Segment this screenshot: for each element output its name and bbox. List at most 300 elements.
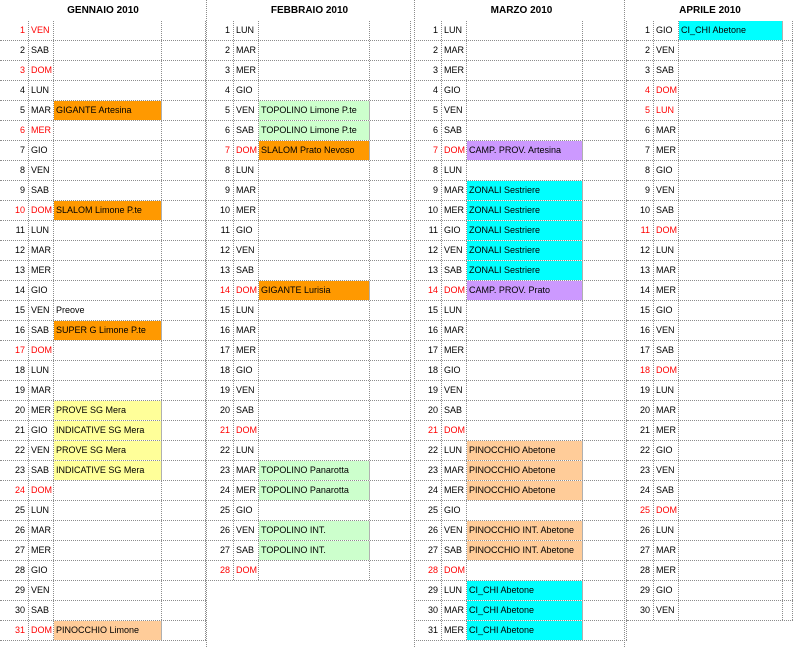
event-cell[interactable] [679, 181, 783, 200]
day-row[interactable] [0, 481, 206, 501]
day-row[interactable] [208, 521, 411, 541]
extra-cell[interactable] [162, 261, 206, 280]
event-cell[interactable] [467, 41, 583, 60]
day-row[interactable] [627, 101, 793, 121]
event-cell[interactable]: CI_CHI Abetone [679, 21, 783, 40]
extra-cell[interactable] [370, 361, 411, 380]
extra-cell[interactable] [370, 81, 411, 100]
day-row[interactable] [0, 561, 206, 581]
extra-cell[interactable] [162, 421, 206, 440]
event-cell[interactable]: TOPOLINO Panarotta [259, 481, 370, 500]
day-row[interactable] [627, 321, 793, 341]
day-row[interactable] [208, 341, 411, 361]
event-cell[interactable]: CI_CHI Abetone [467, 581, 583, 600]
day-row[interactable] [208, 281, 411, 301]
day-row[interactable] [627, 181, 793, 201]
extra-cell[interactable] [783, 381, 793, 400]
event-cell[interactable] [259, 241, 370, 260]
day-row[interactable] [0, 281, 206, 301]
event-cell[interactable]: PROVE SG Mera [54, 441, 162, 460]
extra-cell[interactable] [583, 41, 627, 60]
extra-cell[interactable] [783, 521, 793, 540]
extra-cell[interactable] [162, 21, 206, 40]
event-cell[interactable] [54, 541, 162, 560]
day-row[interactable] [627, 221, 793, 241]
day-row[interactable] [0, 221, 206, 241]
extra-cell[interactable] [783, 401, 793, 420]
extra-cell[interactable] [370, 321, 411, 340]
event-cell[interactable]: PINOCCHIO Abetone [467, 441, 583, 460]
extra-cell[interactable] [783, 501, 793, 520]
event-cell[interactable] [54, 261, 162, 280]
event-cell[interactable] [679, 281, 783, 300]
extra-cell[interactable] [370, 521, 411, 540]
day-row[interactable] [208, 41, 411, 61]
extra-cell[interactable] [162, 141, 206, 160]
extra-cell[interactable] [370, 21, 411, 40]
event-cell[interactable] [467, 381, 583, 400]
event-cell[interactable]: PINOCCHIO Abetone [467, 481, 583, 500]
extra-cell[interactable] [370, 341, 411, 360]
day-row[interactable] [416, 321, 627, 341]
extra-cell[interactable] [162, 181, 206, 200]
day-row[interactable] [416, 101, 627, 121]
extra-cell[interactable] [162, 561, 206, 580]
extra-cell[interactable] [783, 61, 793, 80]
event-cell[interactable] [54, 361, 162, 380]
extra-cell[interactable] [583, 161, 627, 180]
event-cell[interactable] [679, 201, 783, 220]
extra-cell[interactable] [783, 421, 793, 440]
event-cell[interactable] [259, 21, 370, 40]
extra-cell[interactable] [370, 401, 411, 420]
event-cell[interactable]: SLALOM Prato Nevoso [259, 141, 370, 160]
day-row[interactable] [0, 601, 206, 621]
extra-cell[interactable] [783, 441, 793, 460]
day-row[interactable] [0, 141, 206, 161]
event-cell[interactable] [54, 481, 162, 500]
event-cell[interactable]: ZONALI Sestriere [467, 221, 583, 240]
day-row[interactable] [208, 261, 411, 281]
event-cell[interactable] [259, 401, 370, 420]
day-row[interactable] [208, 541, 411, 561]
day-row[interactable] [416, 301, 627, 321]
event-cell[interactable] [54, 221, 162, 240]
extra-cell[interactable] [370, 121, 411, 140]
day-row[interactable] [627, 581, 793, 601]
day-row[interactable] [416, 401, 627, 421]
day-row[interactable] [208, 561, 411, 581]
day-row[interactable] [0, 121, 206, 141]
day-row[interactable] [416, 521, 627, 541]
extra-cell[interactable] [583, 561, 627, 580]
day-row[interactable] [0, 581, 206, 601]
day-row[interactable] [627, 441, 793, 461]
extra-cell[interactable] [783, 561, 793, 580]
event-cell[interactable] [54, 161, 162, 180]
event-cell[interactable]: ZONALI Sestriere [467, 181, 583, 200]
extra-cell[interactable] [583, 361, 627, 380]
extra-cell[interactable] [583, 201, 627, 220]
extra-cell[interactable] [162, 581, 206, 600]
day-row[interactable] [208, 81, 411, 101]
event-cell[interactable] [679, 381, 783, 400]
day-row[interactable] [627, 521, 793, 541]
day-row[interactable] [208, 421, 411, 441]
extra-cell[interactable] [783, 241, 793, 260]
event-cell[interactable] [467, 321, 583, 340]
extra-cell[interactable] [370, 261, 411, 280]
day-row[interactable] [416, 221, 627, 241]
day-row[interactable] [0, 41, 206, 61]
extra-cell[interactable] [783, 161, 793, 180]
extra-cell[interactable] [783, 21, 793, 40]
day-row[interactable] [0, 341, 206, 361]
event-cell[interactable] [259, 261, 370, 280]
extra-cell[interactable] [162, 101, 206, 120]
event-cell[interactable]: TOPOLINO Limone P.te [259, 101, 370, 120]
event-cell[interactable] [259, 221, 370, 240]
event-cell[interactable] [679, 561, 783, 580]
event-cell[interactable] [679, 321, 783, 340]
extra-cell[interactable] [583, 241, 627, 260]
event-cell[interactable] [259, 561, 370, 580]
event-cell[interactable]: TOPOLINO Panarotta [259, 461, 370, 480]
day-row[interactable] [0, 161, 206, 181]
extra-cell[interactable] [783, 541, 793, 560]
event-cell[interactable] [679, 361, 783, 380]
event-cell[interactable]: SUPER G Limone P.te [54, 321, 162, 340]
day-row[interactable] [416, 161, 627, 181]
day-row[interactable] [0, 401, 206, 421]
day-row[interactable] [0, 541, 206, 561]
event-cell[interactable] [467, 401, 583, 420]
extra-cell[interactable] [162, 161, 206, 180]
extra-cell[interactable] [583, 461, 627, 480]
event-cell[interactable]: CI_CHI Abetone [467, 621, 583, 640]
event-cell[interactable] [679, 301, 783, 320]
event-cell[interactable] [679, 241, 783, 260]
extra-cell[interactable] [370, 281, 411, 300]
day-row[interactable] [416, 361, 627, 381]
day-row[interactable] [208, 381, 411, 401]
day-row[interactable] [0, 241, 206, 261]
event-cell[interactable] [259, 501, 370, 520]
extra-cell[interactable] [783, 321, 793, 340]
event-cell[interactable] [679, 601, 783, 620]
event-cell[interactable] [54, 561, 162, 580]
event-cell[interactable] [259, 361, 370, 380]
extra-cell[interactable] [162, 381, 206, 400]
day-row[interactable] [416, 201, 627, 221]
day-row[interactable] [208, 181, 411, 201]
event-cell[interactable] [54, 81, 162, 100]
extra-cell[interactable] [162, 461, 206, 480]
event-cell[interactable]: PROVE SG Mera [54, 401, 162, 420]
event-cell[interactable] [54, 141, 162, 160]
event-cell[interactable] [467, 421, 583, 440]
event-cell[interactable] [679, 81, 783, 100]
day-row[interactable] [416, 241, 627, 261]
extra-cell[interactable] [370, 461, 411, 480]
day-row[interactable] [0, 101, 206, 121]
day-row[interactable] [416, 121, 627, 141]
extra-cell[interactable] [162, 401, 206, 420]
event-cell[interactable]: TOPOLINO INT. [259, 541, 370, 560]
extra-cell[interactable] [162, 121, 206, 140]
day-row[interactable] [208, 441, 411, 461]
day-row[interactable] [416, 381, 627, 401]
extra-cell[interactable] [583, 381, 627, 400]
event-cell[interactable] [467, 501, 583, 520]
event-cell[interactable] [54, 521, 162, 540]
extra-cell[interactable] [783, 221, 793, 240]
event-cell[interactable] [467, 301, 583, 320]
extra-cell[interactable] [783, 481, 793, 500]
day-row[interactable] [416, 341, 627, 361]
extra-cell[interactable] [783, 341, 793, 360]
extra-cell[interactable] [783, 301, 793, 320]
event-cell[interactable]: PINOCCHIO Abetone [467, 461, 583, 480]
day-row[interactable] [416, 481, 627, 501]
day-row[interactable] [416, 261, 627, 281]
extra-cell[interactable] [583, 221, 627, 240]
event-cell[interactable] [679, 121, 783, 140]
extra-cell[interactable] [162, 241, 206, 260]
day-row[interactable] [208, 21, 411, 41]
day-row[interactable] [0, 621, 206, 641]
extra-cell[interactable] [583, 581, 627, 600]
day-row[interactable] [627, 41, 793, 61]
extra-cell[interactable] [370, 161, 411, 180]
day-row[interactable] [0, 61, 206, 81]
day-row[interactable] [208, 361, 411, 381]
event-cell[interactable] [54, 181, 162, 200]
event-cell[interactable] [679, 421, 783, 440]
event-cell[interactable] [54, 41, 162, 60]
event-cell[interactable]: CAMP. PROV. Artesina [467, 141, 583, 160]
day-row[interactable] [416, 41, 627, 61]
extra-cell[interactable] [370, 181, 411, 200]
extra-cell[interactable] [583, 541, 627, 560]
day-row[interactable] [627, 541, 793, 561]
day-row[interactable] [0, 181, 206, 201]
event-cell[interactable]: ZONALI Sestriere [467, 241, 583, 260]
event-cell[interactable] [259, 321, 370, 340]
event-cell[interactable]: TOPOLINO INT. [259, 521, 370, 540]
extra-cell[interactable] [583, 61, 627, 80]
day-row[interactable] [627, 281, 793, 301]
event-cell[interactable] [679, 541, 783, 560]
extra-cell[interactable] [783, 601, 793, 620]
extra-cell[interactable] [783, 101, 793, 120]
day-row[interactable] [0, 301, 206, 321]
day-row[interactable] [627, 261, 793, 281]
day-row[interactable] [416, 461, 627, 481]
day-row[interactable] [0, 501, 206, 521]
extra-cell[interactable] [583, 261, 627, 280]
extra-cell[interactable] [783, 141, 793, 160]
day-row[interactable] [627, 341, 793, 361]
day-row[interactable] [627, 21, 793, 41]
event-cell[interactable]: TOPOLINO Limone P.te [259, 121, 370, 140]
day-row[interactable] [208, 61, 411, 81]
event-cell[interactable] [259, 341, 370, 360]
extra-cell[interactable] [583, 481, 627, 500]
extra-cell[interactable] [162, 81, 206, 100]
day-row[interactable] [0, 321, 206, 341]
day-row[interactable] [208, 241, 411, 261]
extra-cell[interactable] [583, 21, 627, 40]
event-cell[interactable]: ZONALI Sestriere [467, 201, 583, 220]
day-row[interactable] [627, 241, 793, 261]
extra-cell[interactable] [583, 441, 627, 460]
extra-cell[interactable] [162, 501, 206, 520]
event-cell[interactable] [259, 421, 370, 440]
day-row[interactable] [627, 301, 793, 321]
extra-cell[interactable] [583, 521, 627, 540]
day-row[interactable] [416, 61, 627, 81]
day-row[interactable] [0, 521, 206, 541]
event-cell[interactable] [259, 61, 370, 80]
extra-cell[interactable] [583, 341, 627, 360]
event-cell[interactable] [467, 121, 583, 140]
event-cell[interactable] [679, 41, 783, 60]
extra-cell[interactable] [583, 601, 627, 620]
day-row[interactable] [208, 101, 411, 121]
day-row[interactable] [416, 421, 627, 441]
day-row[interactable] [208, 501, 411, 521]
day-row[interactable] [208, 461, 411, 481]
day-row[interactable] [627, 61, 793, 81]
extra-cell[interactable] [162, 621, 206, 640]
extra-cell[interactable] [162, 41, 206, 60]
day-row[interactable] [0, 441, 206, 461]
event-cell[interactable] [467, 61, 583, 80]
extra-cell[interactable] [370, 481, 411, 500]
day-row[interactable] [627, 561, 793, 581]
extra-cell[interactable] [583, 401, 627, 420]
day-row[interactable] [627, 501, 793, 521]
day-row[interactable] [0, 81, 206, 101]
extra-cell[interactable] [783, 41, 793, 60]
extra-cell[interactable] [370, 101, 411, 120]
extra-cell[interactable] [370, 381, 411, 400]
extra-cell[interactable] [162, 221, 206, 240]
event-cell[interactable]: INDICATIVE SG Mera [54, 461, 162, 480]
day-row[interactable] [627, 361, 793, 381]
event-cell[interactable]: GIGANTE Lurisia [259, 281, 370, 300]
day-row[interactable] [627, 401, 793, 421]
extra-cell[interactable] [783, 81, 793, 100]
day-row[interactable] [0, 21, 206, 41]
day-row[interactable] [627, 121, 793, 141]
event-cell[interactable] [259, 201, 370, 220]
event-cell[interactable]: CAMP. PROV. Prato [467, 281, 583, 300]
extra-cell[interactable] [370, 61, 411, 80]
event-cell[interactable] [679, 341, 783, 360]
extra-cell[interactable] [783, 181, 793, 200]
event-cell[interactable] [54, 581, 162, 600]
day-row[interactable] [416, 441, 627, 461]
extra-cell[interactable] [783, 281, 793, 300]
event-cell[interactable] [679, 161, 783, 180]
extra-cell[interactable] [583, 81, 627, 100]
day-row[interactable] [208, 481, 411, 501]
day-row[interactable] [0, 421, 206, 441]
extra-cell[interactable] [162, 201, 206, 220]
event-cell[interactable] [54, 341, 162, 360]
extra-cell[interactable] [583, 321, 627, 340]
day-row[interactable] [627, 461, 793, 481]
extra-cell[interactable] [370, 501, 411, 520]
day-row[interactable] [208, 141, 411, 161]
event-cell[interactable] [679, 101, 783, 120]
extra-cell[interactable] [583, 101, 627, 120]
extra-cell[interactable] [583, 501, 627, 520]
extra-cell[interactable] [162, 281, 206, 300]
event-cell[interactable] [679, 261, 783, 280]
extra-cell[interactable] [583, 421, 627, 440]
extra-cell[interactable] [370, 41, 411, 60]
day-row[interactable] [627, 381, 793, 401]
extra-cell[interactable] [370, 421, 411, 440]
extra-cell[interactable] [162, 481, 206, 500]
event-cell[interactable] [679, 61, 783, 80]
event-cell[interactable]: Preove [54, 301, 162, 320]
day-row[interactable] [416, 621, 627, 641]
day-row[interactable] [416, 81, 627, 101]
day-row[interactable] [208, 221, 411, 241]
extra-cell[interactable] [583, 301, 627, 320]
event-cell[interactable]: PINOCCHIO INT. Abetone [467, 541, 583, 560]
event-cell[interactable] [467, 361, 583, 380]
event-cell[interactable]: PINOCCHIO INT. Abetone [467, 521, 583, 540]
event-cell[interactable] [679, 501, 783, 520]
day-row[interactable] [627, 421, 793, 441]
event-cell[interactable]: INDICATIVE SG Mera [54, 421, 162, 440]
day-row[interactable] [0, 361, 206, 381]
extra-cell[interactable] [162, 341, 206, 360]
event-cell[interactable] [259, 181, 370, 200]
event-cell[interactable] [259, 161, 370, 180]
day-row[interactable] [208, 321, 411, 341]
extra-cell[interactable] [583, 141, 627, 160]
event-cell[interactable] [54, 501, 162, 520]
extra-cell[interactable] [370, 301, 411, 320]
extra-cell[interactable] [583, 281, 627, 300]
event-cell[interactable] [259, 381, 370, 400]
event-cell[interactable] [259, 301, 370, 320]
event-cell[interactable] [679, 461, 783, 480]
extra-cell[interactable] [783, 261, 793, 280]
event-cell[interactable] [54, 21, 162, 40]
event-cell[interactable] [679, 401, 783, 420]
day-row[interactable] [627, 201, 793, 221]
extra-cell[interactable] [370, 441, 411, 460]
event-cell[interactable]: ZONALI Sestriere [467, 261, 583, 280]
extra-cell[interactable] [370, 561, 411, 580]
day-row[interactable] [208, 201, 411, 221]
event-cell[interactable] [467, 341, 583, 360]
day-row[interactable] [0, 381, 206, 401]
event-cell[interactable] [679, 521, 783, 540]
day-row[interactable] [416, 581, 627, 601]
extra-cell[interactable] [162, 601, 206, 620]
event-cell[interactable] [259, 41, 370, 60]
day-row[interactable] [208, 121, 411, 141]
day-row[interactable] [416, 561, 627, 581]
